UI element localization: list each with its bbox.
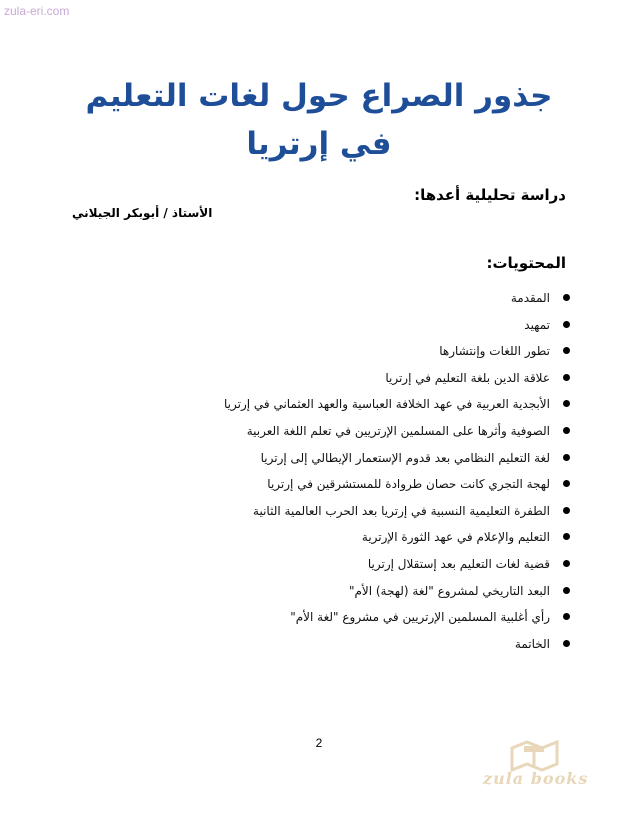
author-name: الأستاذ / أبوبكر الجيلاني xyxy=(72,206,213,220)
toc-item: لهجة التجري كانت حصان طروادة للمستشرقين في إرتريا xyxy=(224,474,550,501)
toc-item: الأبجدية العربية في عهد الخلافة العباسية والعهد العثماني في إرتريا xyxy=(224,394,550,421)
document-title-line-2: في إرتريا xyxy=(246,126,392,162)
bullet-icon xyxy=(563,560,570,567)
logo-text: zula books xyxy=(483,769,589,788)
bullet-icon xyxy=(563,347,570,354)
bullet-icon xyxy=(563,294,570,301)
toc-item: تمهيد xyxy=(224,315,550,342)
bullet-icon xyxy=(563,427,570,434)
toc-item: الطفرة التعليمية النسبية في إرتريا بعد الحرب العالمية الثانية xyxy=(224,501,550,528)
bullet-icon xyxy=(563,374,570,381)
bullet-icon xyxy=(563,613,570,620)
toc-item: علاقة الدين بلغة التعليم في إرتريا xyxy=(224,368,550,395)
toc-item: رأي أغلبية المسلمين الإرتريين في مشروع "لغة الأم" xyxy=(224,607,550,634)
bullet-icon xyxy=(563,400,570,407)
toc-item: البعد التاريخي لمشروع "لغة (لهجة) الأم" xyxy=(224,581,550,608)
toc-item: الخاتمة xyxy=(224,634,550,661)
watermark-text: zula-eri.com xyxy=(4,4,70,18)
bullet-icon xyxy=(563,533,570,540)
study-label: دراسة تحليلية أعدها: xyxy=(414,186,566,204)
bullet-icon xyxy=(563,507,570,514)
toc-item: المقدمة xyxy=(224,288,550,315)
page-number: 2 xyxy=(315,736,323,750)
bullet-icon xyxy=(563,640,570,647)
toc-item: تطور اللغات وإنتشارها xyxy=(224,341,550,368)
table-of-contents xyxy=(224,288,550,660)
toc-item: التعليم والإعلام في عهد الثورة الإرترية xyxy=(224,527,550,554)
bullet-icon xyxy=(563,321,570,328)
bullet-icon xyxy=(563,480,570,487)
toc-item: الصوفية وأثرها على المسلمين الإرتريين في تعلم اللغة العربية xyxy=(224,421,550,448)
document-title-line-1: جذور الصراع حول لغات التعليم xyxy=(85,78,553,114)
bullet-icon xyxy=(563,454,570,461)
bullet-icon xyxy=(563,587,570,594)
toc-item: قضية لغات التعليم بعد إستقلال إرتريا xyxy=(224,554,550,581)
toc-item: لغة التعليم النظامي بعد قدوم الإستعمار الإيطالي إلى إرتريا xyxy=(224,448,550,475)
contents-heading: المحتويات: xyxy=(486,254,566,272)
